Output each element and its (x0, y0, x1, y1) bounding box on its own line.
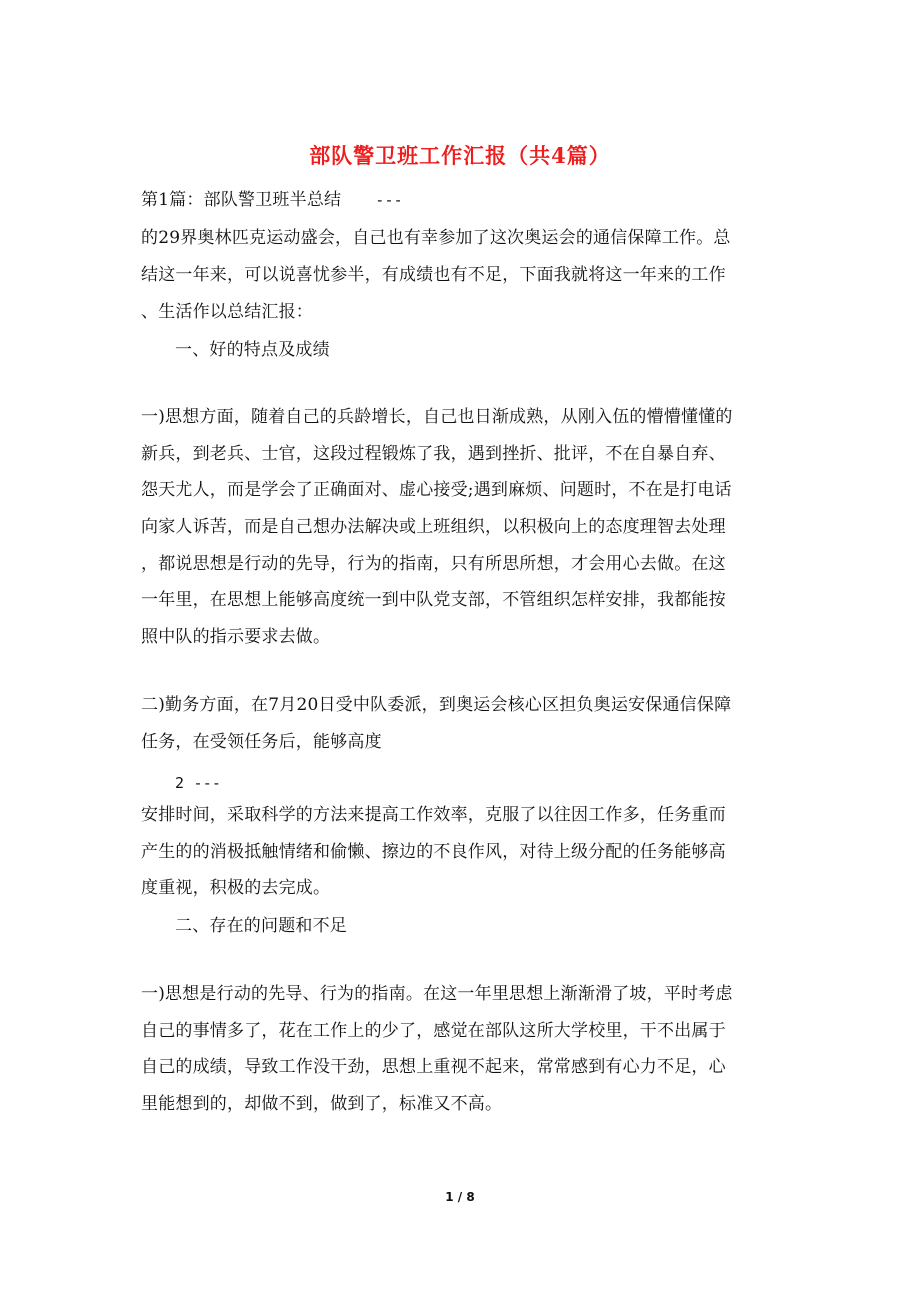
s1p1-line-2: 新兵，到老兵、士官，这段过程锻炼了我，遇到挫折、批评，不在自暴自弃、 (141, 444, 726, 464)
s2p1-line-3: 自己的成绩，导致工作没干劲，思想上重视不起来，常常感到有心力不足，心 (141, 1057, 726, 1077)
chapter-heading: 第1篇：部队警卫班半总结 (141, 190, 342, 210)
s2p1-line-4: 里能想到的，却做不到，做到了，标准又不高。 (141, 1094, 503, 1114)
chapter-heading-line (141, 188, 791, 212)
intro-line-2: 结这一年来，可以说喜忧参半，有成绩也有不足，下面我就将这一年来的工作 (141, 265, 726, 285)
intro-line-1: 的29界奥林匹克运动盛会，自己也有幸参加了这次奥运会的通信保障工作。总 (141, 228, 731, 248)
s1p1-line-4: 向家人诉苦，而是自己想办法解决或上班组织，以积极向上的态度理智去处理 (141, 517, 726, 537)
s1p2-line-1: 二)勤务方面，在7月20日受中队委派，到奥运会核心区担负奥运安保通信保障 (141, 695, 732, 715)
chapter-marker: --- (375, 191, 403, 209)
document-title: 部队警卫班工作汇报（共4篇） (309, 143, 611, 168)
s2p1-line-2: 自己的事情多了，花在工作上的少了，感觉在部队这所大学校里，干不出属于 (141, 1021, 726, 1041)
s1p1-line-7: 照中队的指示要求去做。 (141, 627, 331, 647)
s1p1-line-3: 怨天尤人，而是学会了正确面对、虚心接受;遇到麻烦、问题时，不在是打电话 (141, 480, 732, 500)
s1p1-line-1: 一)思想方面，随着自己的兵龄增长，自己也日渐成熟，从刚入伍的懵懵懂懂的 (141, 407, 733, 427)
section1-heading: 一、好的特点及成绩 (175, 340, 330, 360)
s1p3-line-2: 产生的的消极抵触情绪和偷懒、擦边的不良作风，对待上级分配的任务能够高 (141, 842, 726, 862)
s2p1-line-1: 一)思想是行动的先导、行为的指南。在这一年里思想上渐渐滑了坡，平时考虑 (141, 984, 733, 1004)
page-indicator: 1 / 8 (445, 1190, 475, 1204)
s1p3-line-1: 安排时间，采取科学的方法来提高工作效率，克服了以往因工作多，任务重而 (141, 805, 726, 825)
s1p1-line-6: 一年里，在思想上能够高度统一到中队党支部，不管组织怎样安排，我都能按 (141, 590, 726, 610)
s1p1-line-5: ，都说思想是行动的先导，行为的指南，只有所思所想，才会用心去做。在这 (141, 554, 726, 574)
s1p2-line-2: 任务，在受领任务后，能够高度 (141, 732, 382, 752)
section2-heading: 二、存在的问题和不足 (175, 916, 347, 936)
intro-line-3: 、生活作以总结汇报： (141, 302, 313, 322)
page-marker: 2 --- (175, 774, 222, 792)
s1p3-line-3: 度重视，积极的去完成。 (141, 878, 331, 898)
